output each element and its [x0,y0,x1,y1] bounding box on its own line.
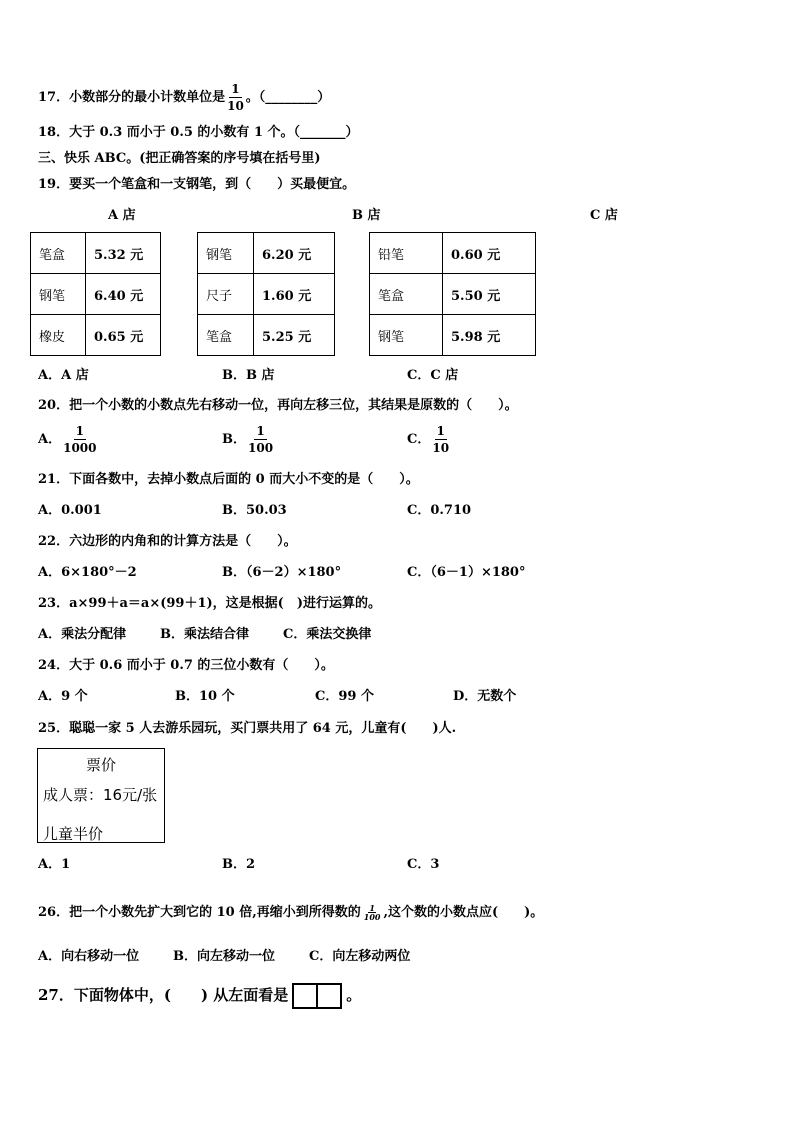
q24-option-b[interactable]: B．10 个 [175,689,235,704]
q21-option-c[interactable]: C．0.710 [407,503,472,518]
q20-option-a[interactable] [38,425,99,454]
item-cell: 尺子 [198,274,254,315]
q23-option-c[interactable]: C．乘法交换律 [283,627,372,642]
section-heading: 三、快乐 ABC。(把正确答案的序号填在括号里) [38,151,321,166]
shop-b-label: B 店 [352,208,381,223]
price-cell: 0.60 元 [443,233,536,274]
q17-text: 17．小数部分的最小计数单位是 [38,90,226,105]
item-cell: 笔盒 [198,315,254,356]
price-cell: 5.50 元 [443,274,536,315]
question-25: 25．聪聪一家 5 人去游乐园玩，买门票共用了 64 元，儿童有( )人. [38,721,457,736]
q23-option-a[interactable]: A．乘法分配律 [38,627,127,642]
q20-fraction-c [432,425,449,454]
q26-option-a[interactable]: A．向右移动一位 [38,949,140,964]
cube-square-icon [316,983,342,1009]
q23-option-b[interactable]: B．乘法结合律 [160,627,249,642]
question-22: 22．六边形的内角和的计算方法是（ ）。 [38,534,297,549]
price-cell: 5.25 元 [254,315,335,356]
q26-text-end: ,这个数的小数点应( )。 [383,905,544,920]
table-row [370,315,536,356]
cube-square-icon [292,983,318,1009]
item-cell: 橡皮 [31,315,86,356]
table-row [198,315,335,356]
q22-option-c[interactable]: C．（6－1）×180° [407,565,526,580]
item-cell: 钢笔 [31,274,86,315]
table-row [31,274,161,315]
item-cell: 笔盒 [31,233,86,274]
q22-option-b[interactable]: B．（6－2）×180° [222,565,342,580]
fraction-numerator: 1 [256,424,265,438]
q26-option-b[interactable]: B．向左移动一位 [173,949,275,964]
ticket-price-title: 票价 [85,756,116,774]
price-cell: 0.65 元 [86,315,161,356]
shop-c-label: C 店 [590,208,618,223]
q24-option-a[interactable]: A．9 个 [38,689,88,704]
q22-option-a[interactable]: A．6×180°－2 [38,565,137,580]
item-cell: 笔盒 [370,274,443,315]
q19-option-b[interactable]: B．B 店 [222,368,275,383]
left-view-figure [292,983,342,1009]
q26-text: 26．把一个小数先扩大到它的 10 倍,再缩小到所得数的 [38,905,361,920]
q21-option-a[interactable]: A．0.001 [38,503,102,518]
q27-text: 27．下面物体中，( ) 从左面看是 [38,986,289,1004]
table-row [31,315,161,356]
table-row [370,274,536,315]
price-cell: 1.60 元 [254,274,335,315]
shop-a-label: A 店 [108,208,136,223]
question-17 [38,83,330,112]
q24-option-c[interactable]: C．99 个 [315,689,374,704]
item-cell: 钢笔 [198,233,254,274]
price-cell: 5.98 元 [443,315,536,356]
q20-option-b[interactable] [222,425,275,454]
fraction-numerator: 1 [75,424,84,438]
fraction-denominator: 10 [227,99,244,113]
price-cell: 6.20 元 [254,233,335,274]
question-18: 18．大于 0.3 而小于 0.5 的小数有 1 个。（_______） [38,125,359,140]
child-ticket-price: 儿童半价 [43,825,104,843]
fraction-numerator: 1 [231,82,240,96]
question-19: 19．要买一个笔盒和一支钢笔，到（ ）买最便宜。 [38,177,356,192]
table-row [198,233,335,274]
q17-answer-blank[interactable]: 。（________） [245,90,331,105]
table-row [31,233,161,274]
table-row [198,274,335,315]
q25-option-b[interactable]: B．2 [222,857,256,872]
item-cell: 铅笔 [370,233,443,274]
option-label: A． [38,432,62,447]
ticket-price-box [37,748,165,843]
question-21: 21．下面各数中，去掉小数点后面的 0 而大小不变的是（ ）。 [38,472,419,487]
q20-fraction-b [248,425,273,454]
question-20: 20．把一个小数的小数点先右移动一位，再向左移三位，其结果是原数的（ ）。 [38,398,518,413]
fraction-denominator: 100 [248,441,274,455]
q20-option-c[interactable] [407,425,451,454]
fraction-numerator: 1 [369,903,375,913]
q25-option-c[interactable]: C．3 [407,857,440,872]
q19-option-a[interactable]: A．A 店 [38,368,89,383]
shop-c-table [369,232,536,356]
shop-a-table [30,232,161,356]
table-row [370,233,536,274]
q20-fraction-a [63,425,96,454]
q27-text-end: 。 [346,986,362,1004]
q24-option-d[interactable]: D．无数个 [453,689,517,704]
option-label: B． [222,432,246,447]
fraction-denominator: 10 [432,441,450,455]
question-27 [38,983,361,1009]
question-24: 24．大于 0.6 而小于 0.7 的三位小数有（ ）。 [38,658,334,673]
shop-b-table [197,232,335,356]
adult-ticket-price: 成人票：16元/张 [43,786,158,804]
q26-fraction [363,904,382,921]
q25-option-a[interactable]: A．1 [38,857,71,872]
q26-option-c[interactable]: C．向左移动两位 [309,949,411,964]
question-26 [38,904,543,921]
q17-fraction [227,83,244,112]
price-cell: 5.32 元 [86,233,161,274]
question-23: 23．a×99＋a＝a×(99＋1)，这是根据( )进行运算的。 [38,596,381,611]
q21-option-b[interactable]: B．50.03 [222,503,287,518]
option-label: C． [407,432,431,447]
q19-option-c[interactable]: C．C 店 [407,368,459,383]
fraction-denominator: 100 [363,912,381,922]
item-cell: 钢笔 [370,315,443,356]
fraction-numerator: 1 [436,424,445,438]
price-cell: 6.40 元 [86,274,161,315]
fraction-denominator: 1000 [63,441,97,455]
